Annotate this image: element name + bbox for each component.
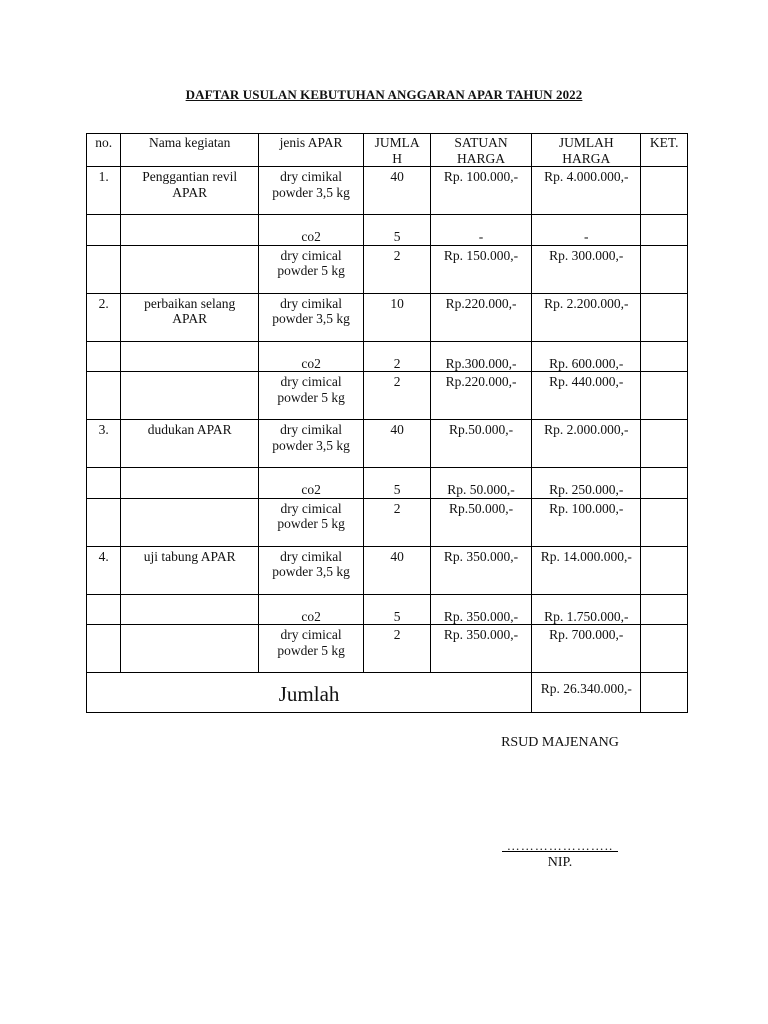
cell-nama-kegiatan [121, 341, 259, 372]
cell-ket [641, 498, 688, 546]
header-jumlah-harga: JUMLAH HARGA [532, 134, 641, 167]
total-label: Jumlah [87, 673, 532, 713]
cell-no [87, 594, 121, 625]
cell-jumlah-harga: Rp. 2.000.000,- [532, 420, 641, 468]
cell-jumlah-harga: Rp. 100.000,- [532, 498, 641, 546]
cell-satuan-harga: Rp. 100.000,- [430, 167, 531, 215]
cell-ket [641, 420, 688, 468]
cell-jumlah-harga: - [532, 215, 641, 246]
table-row [87, 594, 688, 625]
cell-no: 2. [87, 293, 121, 341]
cell-nama-kegiatan [121, 625, 259, 673]
cell-jenis-apar: dry cimikal powder 3,5 kg [258, 420, 363, 468]
table-row [87, 420, 688, 468]
table-row [87, 372, 688, 420]
cell-satuan-harga: Rp.220.000,- [430, 293, 531, 341]
cell-nama-kegiatan: perbaikan selang APAR [121, 293, 259, 341]
cell-jumlah-harga: Rp. 300.000,- [532, 245, 641, 293]
cell-jumlah: 2 [364, 245, 431, 293]
cell-no: 1. [87, 167, 121, 215]
cell-jenis-apar: dry cimical powder 5 kg [258, 625, 363, 673]
cell-jenis-apar: dry cimikal powder 3,5 kg [258, 546, 363, 594]
cell-ket [641, 245, 688, 293]
total-ket [641, 673, 688, 713]
cell-jenis-apar: dry cimikal powder 3,5 kg [258, 167, 363, 215]
table-row [87, 498, 688, 546]
cell-no [87, 498, 121, 546]
cell-jumlah: 40 [364, 167, 431, 215]
cell-ket [641, 293, 688, 341]
budget-table [86, 133, 688, 713]
cell-jumlah: 5 [364, 468, 431, 499]
cell-satuan-harga: Rp.50.000,- [430, 498, 531, 546]
cell-satuan-harga: - [430, 215, 531, 246]
cell-jumlah-harga: Rp. 4.000.000,- [532, 167, 641, 215]
cell-nama-kegiatan [121, 468, 259, 499]
cell-jumlah: 40 [364, 420, 431, 468]
cell-jumlah: 2 [364, 341, 431, 372]
cell-ket [641, 625, 688, 673]
cell-jumlah: 5 [364, 594, 431, 625]
cell-nama-kegiatan [121, 215, 259, 246]
table-row [87, 341, 688, 372]
cell-no: 3. [87, 420, 121, 468]
cell-jumlah-harga: Rp. 700.000,- [532, 625, 641, 673]
cell-satuan-harga: Rp. 350.000,- [430, 625, 531, 673]
signature-organization: RSUD MAJENANG [501, 735, 619, 750]
cell-ket [641, 341, 688, 372]
cell-no [87, 372, 121, 420]
cell-jenis-apar: dry cimical powder 5 kg [258, 245, 363, 293]
cell-ket [641, 546, 688, 594]
cell-ket [641, 215, 688, 246]
header-no: no. [87, 134, 121, 167]
cell-jumlah-harga: Rp. 250.000,- [532, 468, 641, 499]
cell-jumlah-harga: Rp. 600.000,- [532, 341, 641, 372]
header-ket: KET. [641, 134, 688, 167]
cell-jenis-apar: co2 [258, 341, 363, 372]
document-title: DAFTAR USULAN KEBUTUHAN ANGGARAN APAR TAHUN 2022 [185, 87, 583, 102]
cell-no [87, 468, 121, 499]
cell-ket [641, 167, 688, 215]
cell-jumlah-harga: Rp. 14.000.000,- [532, 546, 641, 594]
cell-no [87, 245, 121, 293]
cell-jumlah-harga: Rp. 1.750.000,- [532, 594, 641, 625]
cell-nama-kegiatan [121, 594, 259, 625]
cell-jumlah: 40 [364, 546, 431, 594]
cell-ket [641, 468, 688, 499]
signature-rule [502, 851, 618, 852]
cell-jumlah: 10 [364, 293, 431, 341]
table-row [87, 215, 688, 246]
cell-satuan-harga: Rp. 50.000,- [430, 468, 531, 499]
header-nama-kegiatan: Nama kegiatan [121, 134, 259, 167]
cell-satuan-harga: Rp. 350.000,- [430, 594, 531, 625]
header-satuan-harga: SATUAN HARGA [430, 134, 531, 167]
cell-no: 4. [87, 546, 121, 594]
table-header-row [87, 134, 688, 167]
signature-nip-label: NIP. [547, 855, 573, 870]
cell-jumlah-harga: Rp. 2.200.000,- [532, 293, 641, 341]
cell-jenis-apar: dry cimical powder 5 kg [258, 372, 363, 420]
cell-satuan-harga: Rp.300.000,- [430, 341, 531, 372]
cell-jumlah: 2 [364, 498, 431, 546]
cell-jumlah: 2 [364, 625, 431, 673]
cell-jumlah-harga: Rp. 440.000,- [532, 372, 641, 420]
cell-nama-kegiatan [121, 245, 259, 293]
cell-nama-kegiatan: Penggantian revil APAR [121, 167, 259, 215]
cell-no [87, 341, 121, 372]
table-row [87, 293, 688, 341]
total-value: Rp. 26.340.000,- [532, 673, 641, 713]
cell-jenis-apar: co2 [258, 215, 363, 246]
cell-no [87, 215, 121, 246]
total-row [87, 673, 688, 713]
table-row [87, 468, 688, 499]
cell-ket [641, 372, 688, 420]
cell-nama-kegiatan [121, 498, 259, 546]
cell-jenis-apar: dry cimical powder 5 kg [258, 498, 363, 546]
cell-satuan-harga: Rp. 350.000,- [430, 546, 531, 594]
cell-nama-kegiatan: dudukan APAR [121, 420, 259, 468]
cell-jenis-apar: dry cimikal powder 3,5 kg [258, 293, 363, 341]
cell-nama-kegiatan: uji tabung APAR [121, 546, 259, 594]
cell-ket [641, 594, 688, 625]
cell-satuan-harga: Rp. 150.000,- [430, 245, 531, 293]
signature-name-placeholder: ………………….. [506, 838, 614, 853]
table-row [87, 167, 688, 215]
cell-jenis-apar: co2 [258, 468, 363, 499]
cell-satuan-harga: Rp.50.000,- [430, 420, 531, 468]
header-jumlah: JUMLA H [364, 134, 431, 167]
cell-satuan-harga: Rp.220.000,- [430, 372, 531, 420]
cell-jenis-apar: co2 [258, 594, 363, 625]
cell-no [87, 625, 121, 673]
cell-jumlah: 2 [364, 372, 431, 420]
table-row [87, 625, 688, 673]
table-row [87, 245, 688, 293]
table-row [87, 546, 688, 594]
cell-nama-kegiatan [121, 372, 259, 420]
header-jenis-apar: jenis APAR [258, 134, 363, 167]
cell-jumlah: 5 [364, 215, 431, 246]
